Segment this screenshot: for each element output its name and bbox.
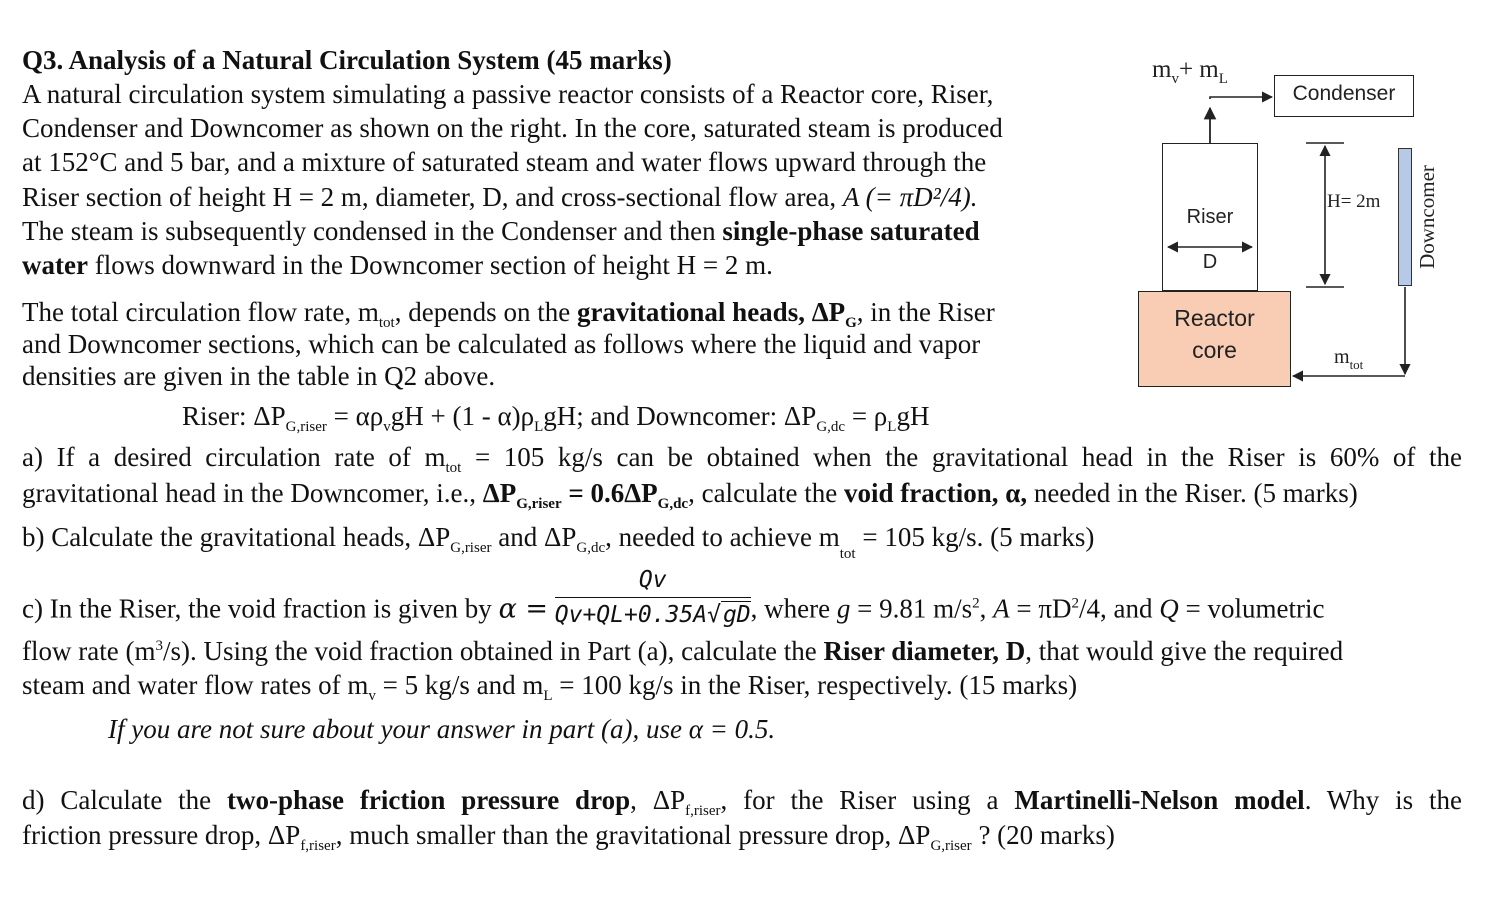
intro-line-4 (22, 180, 977, 214)
part-c-alpha: α = (498, 593, 549, 625)
para2-text-b: , depends on the (394, 297, 577, 327)
part-a-bold-ratio: = 0.6ΔP (561, 478, 658, 508)
part-b-text-b: and ΔP (491, 522, 577, 552)
eq-gh1: gH + (1 - α)ρ (390, 401, 535, 431)
part-a-line-2 (22, 476, 1358, 510)
bold-grav-heads: gravitational heads, ΔP (576, 297, 846, 327)
height-label: H= 2m (1327, 191, 1381, 212)
reactor-label-line-1: Reactor (1174, 305, 1255, 331)
part-b-sub-2: G,dc (576, 540, 606, 556)
part-c-text-h: flow rate (m (22, 636, 156, 666)
part-c-line-1: c) In the Riser, the void fraction is given by α = $\frac{Qv}{Qv+QL+0.35A√gD}$ , where g = 9.81 $m/s^2$, $A = \pi D^2/4$, and Q = volumetric (22, 567, 1325, 628)
question-title: Q3. Analysis of a Natural Circulation System (45 marks) (22, 45, 672, 75)
part-d-text-d: . Why is the (1304, 785, 1463, 815)
para2-text-c: , in the Riser (856, 297, 995, 327)
part-d-text-g: ? (20 marks) (971, 820, 1115, 850)
part-c-g: g (836, 593, 851, 624)
denominator-text: Qv+QL+0.35A (554, 602, 708, 628)
part-b-line (22, 520, 1095, 562)
part-a-bold-void: void fraction, α, (844, 478, 1028, 508)
sqrt-gd: gD (722, 602, 751, 628)
part-c-hint: If you are not sure about your answer in part (a), use α = 0.5. (108, 714, 776, 744)
intro-line-4-text: Riser section of height H = 2 m, diameter, D, and cross-sectional flow area, (22, 182, 843, 212)
part-d-text-f: , much smaller than the gravitational pressure drop, ΔP (335, 820, 931, 850)
part-a-text-b: = 105 kg/s can be obtained when the gravitational head in the Riser is 60% of the (461, 442, 1463, 472)
part-c-bold-diameter: Riser diameter, D (823, 636, 1026, 666)
part-c-sub-v: v (368, 688, 376, 704)
tot-subscript: tot (378, 315, 395, 331)
intro-line-6-text: flows downward in the Downcomer section of height H = 2 m. (87, 250, 773, 280)
eq-l-sub: L (534, 419, 544, 435)
area-formula: A (= πD²/4). (842, 182, 978, 212)
part-a-text-a: a) If a desired circulation rate of m (22, 442, 446, 472)
mtot-label (1334, 346, 1364, 372)
part-d-text-b: , ΔP (630, 785, 686, 815)
part-b-text-d: = 105 kg/s. (5 marks) (855, 522, 1095, 552)
part-a-text-e: needed in the Riser. (5 marks) (1027, 478, 1358, 508)
part-b-text-a: b) Calculate the gravitational heads, ΔP (22, 522, 451, 552)
intro-line-2: Condenser and Downcomer as shown on the right. In the core, saturated steam is produced (22, 113, 1003, 143)
part-c-text-b: , where (750, 593, 837, 624)
part-d-line-2 (22, 818, 1115, 852)
part-c-text-m: = 100 kg/s in the Riser, respectively. (15 marks) (552, 670, 1078, 700)
part-c-line-3 (22, 668, 1077, 702)
part-d-bold-1: two-phase friction pressure drop (227, 785, 631, 815)
part-c-text-c: = 9.81 m/s (850, 593, 973, 624)
intro-line-3: at 152°C and 5 bar, and a mixture of saturated steam and water flows upward through the (22, 147, 987, 177)
eq-l-sub-2: L (887, 419, 897, 435)
part-a-line-1 (22, 440, 1462, 474)
flow-to-condenser-arrow (1210, 97, 1272, 99)
intro-line-5 (22, 214, 980, 248)
part-c-text-k: steam and water flow rates of m (22, 670, 369, 700)
eq-v-sub: v (383, 419, 391, 435)
part-d-sub-1: f,riser (685, 803, 721, 819)
part-c-line-2: flow rate $(m^3/s)$. Using the void fraction obtained in Part (a), calculate the Riser diameter, D, that would give the required (22, 636, 1344, 666)
downcomer-label: Downcomer (1415, 165, 1439, 269)
gravitational-equation (182, 399, 929, 433)
intro-line-5-text: The steam is subsequently condensed in the Condenser and then (22, 216, 723, 246)
eq-dc-sub: G,dc (816, 419, 846, 435)
eq-riser-rhs: = αρ (326, 401, 384, 431)
part-c-text-e: = πD (1009, 593, 1072, 624)
part-c-sub-l: L (543, 688, 553, 704)
part-d-sub-3: G,riser (930, 838, 972, 854)
bold-water: water (22, 250, 88, 280)
flow-sub-v: v (1171, 71, 1179, 87)
void-fraction (555, 565, 751, 630)
para2-text-a: The total circulation flow rate, m (22, 297, 379, 327)
void-fraction-denominator: Qv+QL+0.35A√gD (554, 602, 751, 628)
part-a-bold-dp: ΔP (482, 478, 517, 508)
part-d-text-e: friction pressure drop, ΔP (22, 820, 301, 850)
part-a-text-c: gravitational head in the Downcomer, i.e., (22, 478, 483, 508)
part-d-line-1 (22, 783, 1462, 817)
para2-line-2: and Downcomer sections, which can be calculated as follows where the liquid and vapor (22, 329, 981, 359)
eq-gh3: gH (896, 401, 930, 431)
bold-single-phase: single-phase saturated (722, 216, 980, 246)
eq-dc-rhs: = ρ (845, 401, 888, 431)
condenser-label: Condenser (1292, 82, 1396, 105)
part-c-text-j: , that would give the required (1025, 636, 1344, 666)
para2-line-1 (22, 295, 995, 329)
flow-m: m (1152, 56, 1172, 83)
part-c-text-l: = 5 kg/s and m (375, 670, 544, 700)
flow-label (1152, 56, 1228, 87)
intro-line-1: A natural circulation system simulating a passive reactor consists of a Reactor core, Riser, (22, 79, 994, 109)
part-d-sub-2: f,riser (300, 838, 336, 854)
eq-gh2: gH; and Downcomer: ΔP (543, 401, 817, 431)
part-c-text-a: c) In the Riser, the void fraction is given by (22, 593, 499, 624)
riser-label: Riser (1186, 206, 1234, 228)
downcomer-pipe (1398, 148, 1412, 286)
part-c-q: Q (1159, 593, 1179, 624)
void-fraction-numerator: Qv (555, 565, 751, 598)
part-b-text-c: , needed to achieve m (605, 522, 840, 552)
question-title-line (22, 43, 672, 77)
part-c-text-i: /s). Using the void fraction obtained in Part (a), calculate the (162, 636, 824, 666)
part-b-sub-1: G,riser (450, 540, 492, 556)
part-d-text-a: d) Calculate the (22, 785, 227, 815)
flow-sub-l: L (1218, 71, 1228, 87)
diameter-label: D (1202, 251, 1218, 273)
part-a-sub-dc: G,dc (657, 496, 689, 512)
part-b-sub-3: tot (839, 546, 856, 562)
part-a-tot-sub: tot (445, 460, 462, 476)
flow-plus-m: + m (1178, 56, 1219, 83)
part-c-text-g: = volumetric (1178, 593, 1325, 624)
g-subscript: G (845, 315, 857, 331)
part-c-a: A (993, 593, 1010, 624)
part-d-text-c: , for the Riser using a (720, 785, 1015, 815)
part-d-bold-2: Martinelli-Nelson model (1014, 785, 1305, 815)
eq-riser-sub: G,riser (285, 419, 327, 435)
reactor-label-line-2: core (1192, 337, 1237, 363)
eq-riser: Riser: ΔP (182, 401, 286, 431)
para2-line-3: densities are given in the table in Q2 above. (22, 361, 496, 391)
intro-line-6 (22, 248, 773, 282)
part-a-sub-riser: G,riser (516, 496, 562, 512)
mtot-sub: tot (1349, 357, 1364, 372)
part-c-text-f: /4, and (1078, 593, 1160, 624)
part-a-text-d: , calculate the (688, 478, 845, 508)
mtot-m: m (1334, 346, 1350, 368)
part-c-text-d: , (979, 593, 994, 624)
